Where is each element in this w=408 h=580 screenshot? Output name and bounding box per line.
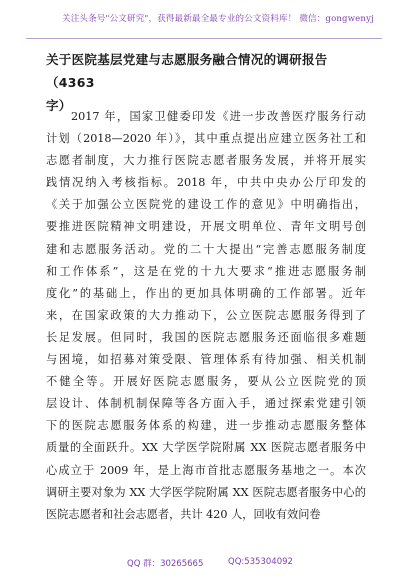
body-line: 计划（2018—2020 年）》，其中重点提出应建立医务社工和	[46, 132, 366, 146]
page-footer	[0, 557, 408, 573]
footer-qq: QQ:535304092	[228, 557, 293, 567]
footer-qq-group: QQ 群：30265665	[127, 559, 204, 569]
body-line: 质量的全面跃升。XX 大学医学院附属 XX 医院志愿者服务中	[46, 441, 366, 455]
page-header-banner	[26, 2, 382, 39]
body-line: 建和志愿服务活动。党的二十大提出“完善志愿服务制度	[46, 242, 366, 256]
body-line: 医院志愿者和社会志愿者，共计 420 人，回收有效问卷	[46, 507, 321, 521]
body-line: 2017 年，国家卫健委印发《进一步改善医疗服务行动	[46, 110, 366, 123]
body-line: 来，在国家政策的大力推动下，公立医院志愿服务得到了	[46, 308, 366, 322]
body-line: 心成立于 2009 年，是上海市首批志愿服务基地之一。本次	[46, 463, 366, 477]
body-line: 长足发展。但同时，我国的医院志愿服务还面临很多难题	[46, 330, 366, 344]
body-line: 层设计、体制机制保障等各方面入手，通过探索党建引领	[46, 397, 366, 411]
body-line: 《关于加强公立医院党的建设工作的意见》中明确指出，	[46, 198, 366, 212]
body-line: 调研主要对象为 XX 大学医学院附属 XX 医院志愿者服务中心的	[46, 485, 366, 499]
body-line: 不健全等。开展好医院志愿服务，要从公立医院党的顶	[46, 375, 366, 389]
body-line: 度化”的基础上，作出的更加具体明确的工作部署。近年	[46, 286, 366, 300]
body-line: 要推进医院精神文明建设，开展文明单位、青年文明号创	[46, 220, 366, 234]
title-line: 字）	[46, 98, 72, 113]
document-body	[46, 106, 366, 526]
header-banner-text: 关注头条号"公文研究"，获得最新最全最专业的公文资料库！ 微信：gongwenyj	[62, 14, 374, 24]
body-line: 和工作体系”，这是在党的十九大要求“推进志愿服务制	[46, 264, 366, 278]
body-line: 践情况纳入考核指标。2018 年，中共中央办公厅印发的	[46, 176, 366, 190]
body-line: 志愿者制度，大力推行医院志愿者服务发展，并将开展实	[46, 154, 366, 168]
body-line: 下的医院志愿服务体系的构建，进一步推动志愿服务整体	[46, 419, 366, 433]
body-line: 与困境，如招募对策受限、管理体系有待加强、相关机制	[46, 353, 366, 367]
title-line: 关于医院基层党建与志愿服务融合情况的调研报告（4363	[46, 52, 328, 90]
